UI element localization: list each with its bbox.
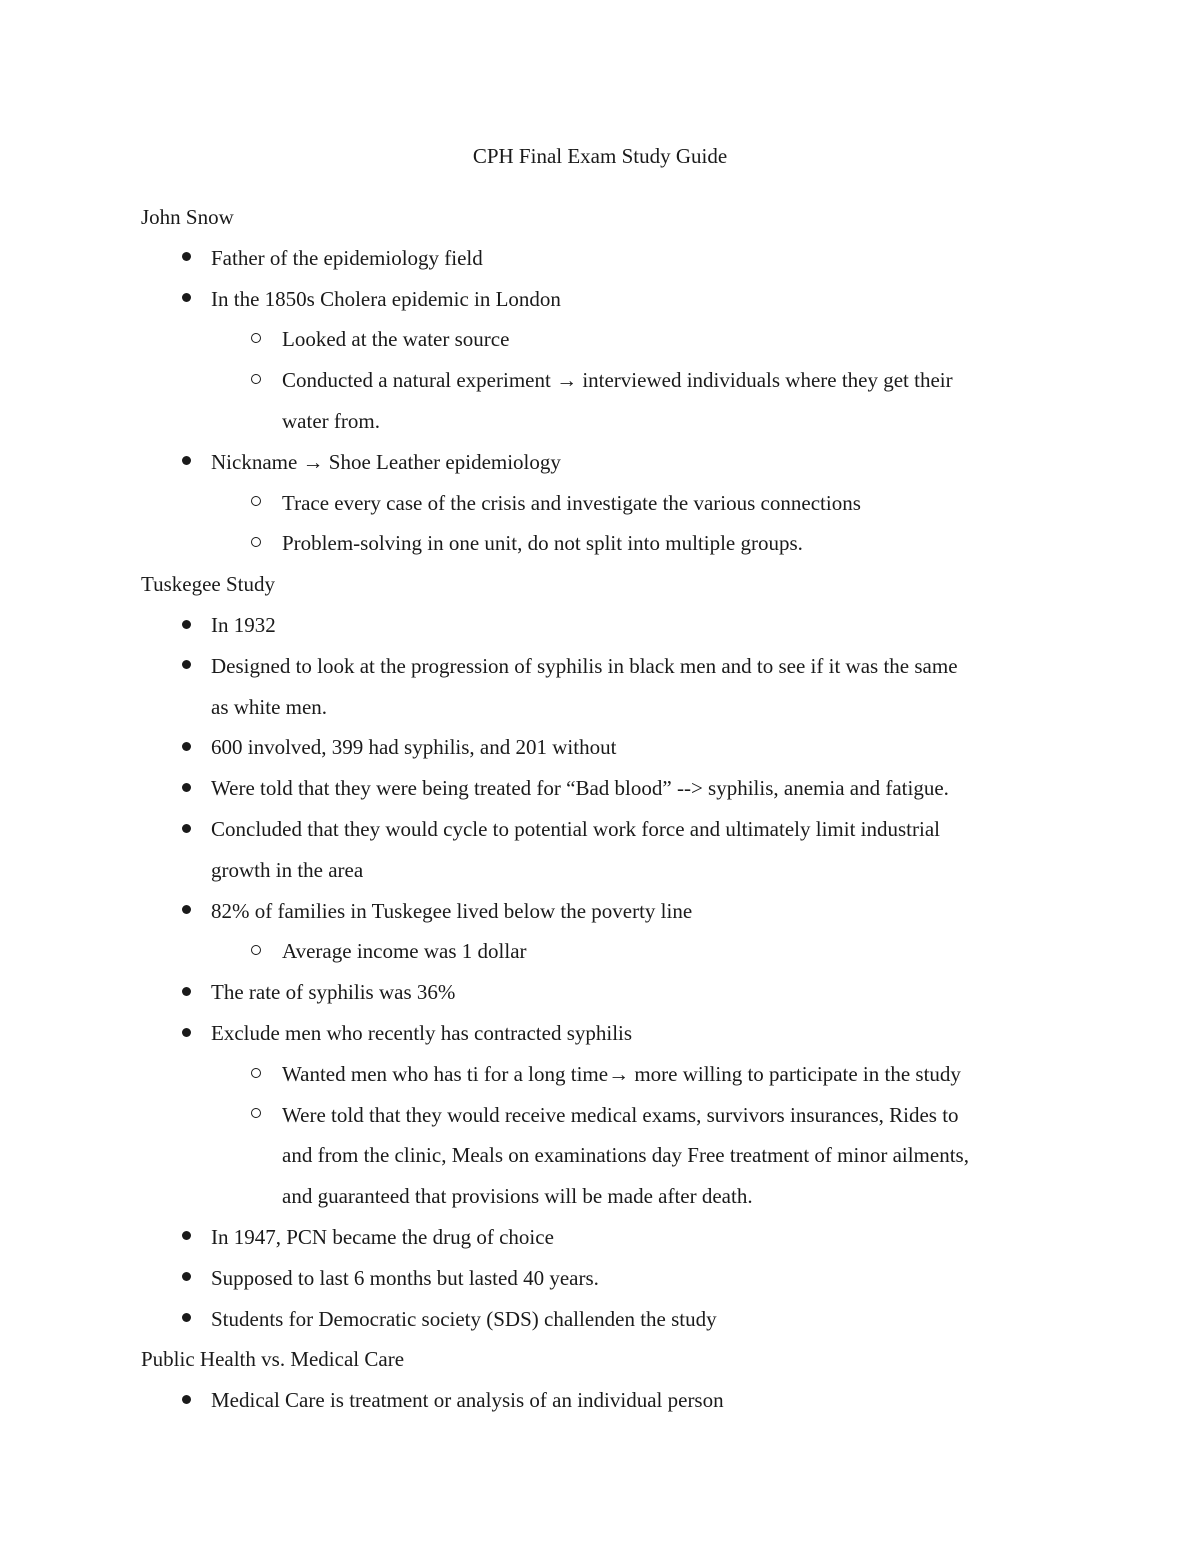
bullet-item: [141, 279, 1101, 320]
sub-bullet-item: [141, 319, 1101, 360]
line-text: Exclude men who recently has contracted syphilis: [211, 1020, 633, 1045]
bullet-item: [141, 809, 1101, 850]
line-text: Looked at the water source: [282, 327, 510, 352]
bullet-disc-icon: [176, 605, 196, 646]
line-text: In 1947, PCN became the drug of choice: [211, 1224, 554, 1249]
line-text: Were told that they were being treated for “Bad blood” --> syphilis, anemia and fatigue.: [211, 776, 949, 801]
line-text: Father of the epidemiology field: [211, 245, 483, 270]
document-title: CPH Final Exam Study Guide: [472, 144, 728, 168]
bullet-disc-icon: [176, 768, 196, 809]
bullet-circle-icon: [246, 523, 266, 564]
bullet-disc-icon: [176, 646, 196, 687]
bullet-item: [141, 1217, 1101, 1258]
bullet-item: [141, 238, 1101, 279]
line-text: 600 involved, 399 had syphilis, and 201 without: [211, 735, 617, 760]
bullet-item: [141, 442, 1101, 483]
sub-bullet-item: [141, 1095, 1101, 1136]
bullet-circle-icon: [246, 931, 266, 972]
bullet-disc-icon: [176, 1380, 196, 1421]
bullet-circle-icon: [246, 360, 266, 401]
list-item-continuation: [141, 1135, 1101, 1176]
bullet-disc-icon: [176, 442, 196, 483]
line-text: Students for Democratic society (SDS) challenden the study: [211, 1306, 717, 1331]
line-text: and from the clinic, Meals on examinations day Free treatment of minor ailments,: [282, 1143, 969, 1168]
line-text: The rate of syphilis was 36%: [211, 980, 456, 1005]
line-text: Were told that they would receive medical exams, survivors insurances, Rides to: [282, 1102, 959, 1127]
bullet-item: [141, 646, 1101, 687]
sub-bullet-item: [141, 1054, 1101, 1095]
bullet-disc-icon: [176, 238, 196, 279]
line-text: In 1932: [211, 612, 276, 637]
line-text: 82% of families in Tuskegee lived below the poverty line: [211, 898, 693, 923]
line-text: Concluded that they would cycle to potential work force and ultimately limit industrial: [211, 816, 940, 841]
line-text: water from.: [282, 408, 380, 433]
bullet-disc-icon: [176, 891, 196, 932]
section-heading: [141, 1339, 1101, 1380]
line-text: and guaranteed that provisions will be made after death.: [282, 1184, 753, 1209]
bullet-disc-icon: [176, 1013, 196, 1054]
bullet-disc-icon: [176, 972, 196, 1013]
bullet-disc-icon: [176, 1299, 196, 1340]
line-text: Designed to look at the progression of syphilis in black men and to see if it was the same: [211, 653, 958, 678]
list-item-continuation: [141, 850, 1101, 891]
sub-bullet-item: [141, 931, 1101, 972]
list-item-continuation: [141, 687, 1101, 728]
line-text: Nickname → Shoe Leather epidemiology: [211, 449, 561, 474]
section-heading: [141, 197, 1101, 238]
line-text: Problem-solving in one unit, do not split into multiple groups.: [282, 531, 803, 556]
line-text: Supposed to last 6 months but lasted 40 years.: [211, 1265, 599, 1290]
line-text: In the 1850s Cholera epidemic in London: [211, 286, 561, 311]
bullet-item: [141, 727, 1101, 768]
line-text: Trace every case of the crisis and investigate the various connections: [282, 490, 861, 515]
bullet-circle-icon: [246, 1054, 266, 1095]
line-text: Conducted a natural experiment → interviewed individuals where they get their: [282, 368, 953, 393]
section-heading: [141, 564, 1101, 605]
line-text: John Snow: [141, 205, 234, 229]
line-text: Public Health vs. Medical Care: [141, 1347, 405, 1372]
list-item-continuation: [141, 1176, 1101, 1217]
bullet-disc-icon: [176, 279, 196, 320]
sub-bullet-item: [141, 523, 1101, 564]
line-text: Medical Care is treatment or analysis of an individual person: [211, 1388, 724, 1413]
document-body: [141, 197, 1101, 1421]
bullet-item: [141, 972, 1101, 1013]
list-item-continuation: [141, 401, 1101, 442]
sub-bullet-item: [141, 360, 1101, 401]
bullet-circle-icon: [246, 1095, 266, 1136]
line-text: as white men.: [211, 694, 328, 719]
bullet-item: [141, 1258, 1101, 1299]
sub-bullet-item: [141, 483, 1101, 524]
line-text: growth in the area: [211, 857, 364, 882]
bullet-circle-icon: [246, 483, 266, 524]
bullet-item: [141, 891, 1101, 932]
bullet-disc-icon: [176, 727, 196, 768]
bullet-disc-icon: [176, 809, 196, 850]
bullet-item: [141, 1299, 1101, 1340]
bullet-disc-icon: [176, 1217, 196, 1258]
line-text: Tuskegee Study: [141, 572, 275, 597]
bullet-item: [141, 605, 1101, 646]
line-text: Average income was 1 dollar: [282, 939, 527, 964]
bullet-item: [141, 768, 1101, 809]
bullet-disc-icon: [176, 1258, 196, 1299]
bullet-item: [141, 1380, 1101, 1421]
bullet-item: [141, 1013, 1101, 1054]
line-text: Wanted men who has ti for a long time→ more willing to participate in the study: [282, 1061, 961, 1086]
bullet-circle-icon: [246, 319, 266, 360]
